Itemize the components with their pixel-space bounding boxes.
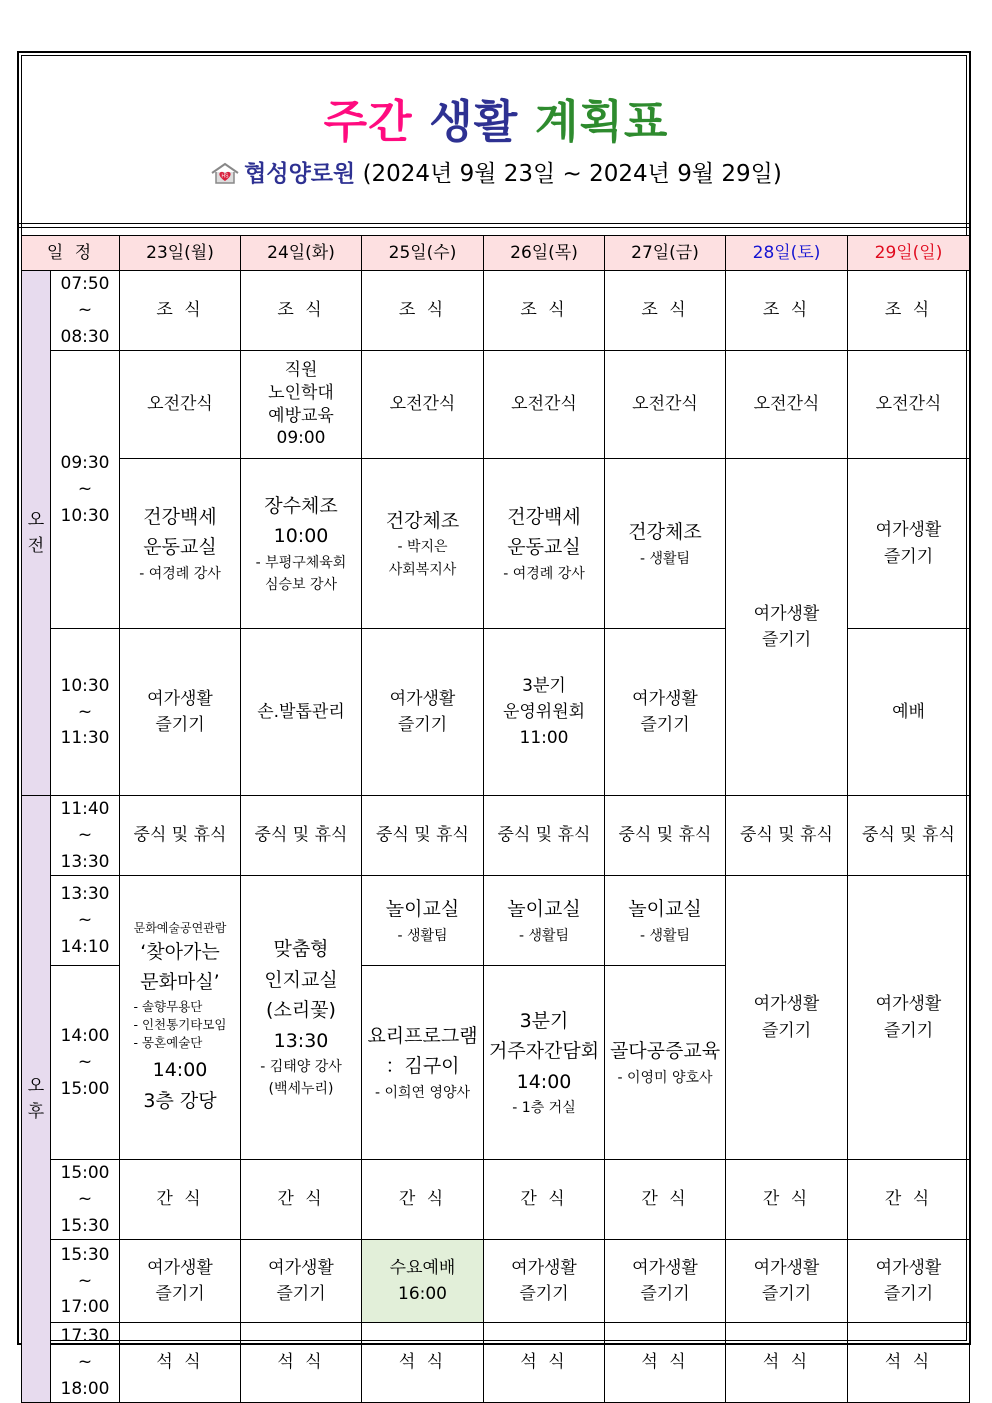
culture-title-2: 문화마실’ — [140, 971, 220, 994]
row-early-afternoon — [22, 876, 970, 966]
period-pm-char-1: 오 — [27, 1075, 45, 1096]
staff-edu-tue — [241, 351, 362, 459]
dinner-mon: 석 식 — [120, 1323, 241, 1403]
am-snack-thu: 오전간식 — [484, 351, 605, 459]
period-am — [22, 271, 51, 796]
play-title: 놀이교실 — [507, 898, 581, 921]
worship-sun: 예배 — [848, 629, 970, 796]
snack-sun: 간 식 — [848, 1160, 970, 1240]
leisure-line-2: 즐기기 — [640, 1284, 690, 1305]
play-thu — [484, 876, 605, 966]
performer-3: - 몽혼예술단 — [133, 1035, 203, 1051]
cognitive-time: 13:30 — [273, 1029, 329, 1052]
edu-line-1: 직원 — [284, 359, 318, 380]
activity-title-2: 운동교실 — [507, 536, 581, 559]
snack-mon: 간 식 — [120, 1160, 241, 1240]
leisure-sun-am — [848, 459, 970, 629]
schedule-label: 일 정 — [22, 236, 120, 271]
time-end: 08:30 — [60, 326, 110, 347]
activity-title-2: 운동교실 — [143, 536, 217, 559]
meeting-line-2: 거주자간담회 — [488, 1040, 600, 1063]
time-slot-7 — [51, 1160, 120, 1240]
leisure-line-2: 즐기기 — [883, 546, 934, 567]
time-tilde: ~ — [77, 1189, 93, 1210]
breakfast-fri: 조 식 — [605, 271, 726, 351]
culture-title-1: ‘찾아가는 — [140, 940, 220, 963]
leisure-tue-pm — [241, 1240, 362, 1323]
lunch-mon: 중식 및 휴식 — [120, 796, 241, 876]
leisure-line-2: 즐기기 — [155, 715, 205, 736]
leisure-wed-late — [362, 629, 484, 796]
time-slot-4 — [51, 796, 120, 876]
culture-place: 3층 강당 — [143, 1089, 217, 1112]
day-tue: 24일(화) — [241, 236, 362, 271]
cognitive-tue — [241, 876, 362, 1160]
date-range: (2024년 9월 23일 ~ 2024년 9월 29일) — [362, 161, 782, 187]
am-snack-wed: 오전간식 — [362, 351, 484, 459]
time-tilde: ~ — [77, 1270, 93, 1291]
leisure-line-2: 즐기기 — [397, 715, 448, 736]
leisure-mon-pm — [120, 1240, 241, 1323]
lunch-tue: 중식 및 휴식 — [241, 796, 362, 876]
breakfast-thu: 조 식 — [484, 271, 605, 351]
committee-line-1: 3분기 — [522, 675, 566, 696]
time-tilde: ~ — [77, 910, 93, 931]
activity-teacher-2: 사회복지사 — [388, 561, 457, 578]
activity-wed — [362, 459, 484, 629]
leisure-fri-pm — [605, 1240, 726, 1323]
period-pm-char-2: 후 — [27, 1102, 45, 1123]
osteo-teacher: - 이영미 양호사 — [617, 1069, 713, 1086]
leisure-mon-late — [120, 629, 241, 796]
time-start: 07:50 — [60, 274, 110, 294]
culture-time: 14:00 — [152, 1059, 208, 1082]
leisure-line-2: 즐기기 — [761, 1284, 812, 1305]
time-slot-8 — [51, 1240, 120, 1323]
time-start: 11:40 — [60, 799, 110, 820]
time-start: 09:30 — [60, 453, 110, 474]
time-end: 17:00 — [60, 1297, 110, 1318]
activity-title: 건강체조 — [628, 521, 702, 544]
row-morning-activity — [22, 459, 970, 629]
row-late-afternoon — [22, 1240, 970, 1323]
committee-line-2: 운영위원회 — [502, 701, 586, 722]
am-snack-mon: 오전간식 — [120, 351, 241, 459]
header-divider — [17, 223, 971, 224]
time-tilde: ~ — [77, 825, 93, 846]
leisure-line-1: 여가생활 — [875, 520, 942, 541]
time-slot-5 — [51, 876, 120, 966]
activity-title: 장수체조 — [264, 494, 338, 517]
meeting-time: 14:00 — [516, 1070, 572, 1093]
snack-thu: 간 식 — [484, 1160, 605, 1240]
day-sat: 28일(토) — [726, 236, 848, 271]
leisure-line-1: 여가생활 — [875, 994, 942, 1015]
period-am-char-2: 전 — [27, 536, 45, 557]
row-dinner — [22, 1323, 970, 1403]
play-team: - 생활팀 — [639, 927, 691, 944]
title-part-2: 생활 — [429, 95, 519, 148]
play-title: 놀이교실 — [628, 898, 702, 921]
leisure-line-1: 여가생활 — [389, 688, 456, 709]
time-slot-3 — [51, 629, 120, 796]
activity-teacher: - 생활팀 — [639, 550, 691, 567]
service-title: 수요예배 — [389, 1257, 456, 1278]
leisure-line-1: 여가생활 — [632, 1257, 698, 1278]
performer-2: - 인천통기타모임 — [133, 1016, 227, 1032]
meeting-thu — [484, 966, 605, 1160]
cognitive-teacher-1: - 김태양 강사 — [260, 1058, 342, 1075]
breakfast-wed: 조 식 — [362, 271, 484, 351]
dinner-sat: 석 식 — [726, 1323, 848, 1403]
service-time: 16:00 — [398, 1284, 447, 1305]
activity-fri — [605, 459, 726, 629]
dinner-wed: 석 식 — [362, 1323, 484, 1403]
time-end: 15:30 — [60, 1215, 110, 1236]
time-slot-6 — [51, 966, 120, 1160]
time-slot-1 — [51, 271, 120, 351]
leisure-line-1: 여가생활 — [268, 1257, 334, 1278]
committee-thu — [484, 629, 605, 796]
wed-service — [362, 1240, 484, 1323]
day-mon: 23일(월) — [120, 236, 241, 271]
lunch-thu: 중식 및 휴식 — [484, 796, 605, 876]
leisure-sat-pm — [726, 876, 848, 1160]
cooking-teacher: - 이희연 영양사 — [374, 1084, 471, 1101]
leisure-sun-late — [848, 1240, 970, 1323]
org-name: 협성양로원 — [244, 161, 356, 187]
dinner-fri: 석 식 — [605, 1323, 726, 1403]
activity-teacher-1: - 부평구체육회 — [255, 554, 347, 571]
snack-tue: 간 식 — [241, 1160, 362, 1240]
lunch-wed: 중식 및 휴식 — [362, 796, 484, 876]
logo-lettering: HS — [221, 173, 229, 180]
edu-time: 09:00 — [276, 428, 326, 449]
lunch-sat: 중식 및 휴식 — [726, 796, 848, 876]
activity-title-1: 건강백세 — [143, 505, 217, 528]
leisure-sun-pm — [848, 876, 970, 1160]
time-tilde: ~ — [77, 479, 93, 500]
activity-teacher-1: - 박지은 — [397, 539, 448, 556]
time-slot-2 — [51, 351, 120, 629]
time-tilde: ~ — [77, 701, 93, 722]
breakfast-mon: 조 식 — [120, 271, 241, 351]
leisure-line-1: 여가생활 — [875, 1257, 942, 1278]
activity-teacher: - 여경례 강사 — [503, 565, 585, 582]
play-wed — [362, 876, 484, 966]
culture-performers — [133, 998, 226, 1052]
culture-mon — [120, 876, 241, 1160]
leisure-line-1: 여가생활 — [753, 603, 820, 624]
time-start: 14:00 — [60, 1026, 110, 1047]
leisure-fri-late — [605, 629, 726, 796]
day-fri: 27일(금) — [605, 236, 726, 271]
header-divider-2 — [17, 227, 971, 228]
schedule-table — [21, 235, 970, 1403]
time-slot-9 — [51, 1323, 120, 1403]
osteo-fri — [605, 966, 726, 1160]
snack-fri: 간 식 — [605, 1160, 726, 1240]
period-am-char-1: 오 — [27, 509, 45, 530]
leisure-line-1: 여가생활 — [632, 688, 698, 709]
breakfast-sat: 조 식 — [726, 271, 848, 351]
leisure-line-1: 여가생활 — [753, 994, 820, 1015]
cognitive-line-2: 인지교실 — [264, 968, 338, 991]
page-subtitle — [0, 158, 992, 190]
leisure-line-1: 여가생활 — [753, 1257, 820, 1278]
leisure-line-2: 즐기기 — [519, 1284, 569, 1305]
time-end: 14:10 — [60, 936, 110, 957]
activity-thu — [484, 459, 605, 629]
activity-title: 건강체조 — [385, 509, 460, 532]
hand-foot-tue: 손.발톱관리 — [241, 629, 362, 796]
period-pm — [22, 796, 51, 1403]
breakfast-sun: 조 식 — [848, 271, 970, 351]
leisure-line-2: 즐기기 — [761, 630, 812, 651]
leisure-line-2: 즐기기 — [883, 1020, 934, 1041]
activity-time: 10:00 — [273, 525, 329, 548]
leisure-line-2: 즐기기 — [640, 715, 690, 736]
time-start: 17:30 — [60, 1326, 110, 1347]
time-end: 18:00 — [60, 1378, 110, 1399]
activity-teacher: - 여경례 강사 — [139, 565, 221, 582]
dinner-tue: 석 식 — [241, 1323, 362, 1403]
lunch-sun: 중식 및 휴식 — [848, 796, 970, 876]
leisure-sat-am — [726, 459, 848, 796]
row-breakfast — [22, 271, 970, 351]
committee-time: 11:00 — [519, 728, 569, 749]
day-sun: 29일(일) — [848, 236, 970, 271]
dinner-thu: 석 식 — [484, 1323, 605, 1403]
leisure-line-1: 여가생활 — [511, 1257, 577, 1278]
cognitive-line-1: 맞춤형 — [273, 938, 329, 961]
osteo-title: 골다공증교육 — [609, 1040, 721, 1063]
activity-tue — [241, 459, 362, 629]
activity-mon — [120, 459, 241, 629]
page-title — [0, 94, 992, 150]
am-snack-sun: 오전간식 — [848, 351, 970, 459]
breakfast-tue: 조 식 — [241, 271, 362, 351]
am-snack-fri: 오전간식 — [605, 351, 726, 459]
cooking-title: 요리프로그램 — [367, 1024, 478, 1047]
leisure-line-1: 여가생활 — [147, 1257, 213, 1278]
time-end: 15:00 — [60, 1078, 110, 1099]
leisure-line-2: 즐기기 — [276, 1284, 326, 1305]
cognitive-line-3: (소리꽃) — [266, 999, 336, 1022]
dinner-sun: 석 식 — [848, 1323, 970, 1403]
edu-line-2: 노인학대 — [268, 382, 334, 403]
activity-teacher-2: 심승보 강사 — [264, 576, 338, 593]
row-pm-snack — [22, 1160, 970, 1240]
meeting-line-1: 3분기 — [519, 1009, 569, 1032]
time-start: 10:30 — [60, 675, 110, 696]
culture-subtitle: 문화예술공연관람 — [133, 920, 227, 935]
play-team: - 생활팀 — [397, 927, 448, 944]
cognitive-teacher-2: (백세누리) — [268, 1081, 334, 1098]
activity-title-1: 건강백세 — [507, 505, 581, 528]
title-part-3: 계획표 — [534, 95, 669, 148]
time-end: 13:30 — [60, 851, 110, 872]
time-end: 10:30 — [60, 505, 110, 526]
performer-1: - 솔향무용단 — [133, 998, 203, 1014]
leisure-line-2: 즐기기 — [155, 1284, 205, 1305]
edu-line-3: 예방교육 — [268, 405, 334, 426]
leisure-sat-late — [726, 1240, 848, 1323]
leisure-line-1: 여가생활 — [147, 688, 213, 709]
cooking-wed — [362, 966, 484, 1160]
lunch-fri: 중식 및 휴식 — [605, 796, 726, 876]
snack-sat: 간 식 — [726, 1160, 848, 1240]
row-am-snack — [22, 351, 970, 459]
play-fri — [605, 876, 726, 966]
play-team: - 생활팀 — [518, 927, 570, 944]
time-tilde: ~ — [77, 1052, 93, 1073]
leisure-line-2: 즐기기 — [761, 1020, 812, 1041]
day-thu: 26일(목) — [484, 236, 605, 271]
play-title: 놀이교실 — [385, 898, 460, 921]
time-tilde: ~ — [77, 300, 93, 321]
leisure-line-2: 즐기기 — [883, 1284, 934, 1305]
meeting-place: - 1층 거실 — [512, 1099, 576, 1116]
cooking-menu: ：김구이 — [385, 1055, 460, 1078]
time-start: 15:00 — [60, 1163, 110, 1184]
time-start: 13:30 — [60, 884, 110, 905]
row-lunch — [22, 796, 970, 876]
am-snack-sat: 오전간식 — [726, 351, 848, 459]
time-tilde: ~ — [77, 1352, 93, 1373]
house-heart-logo — [210, 162, 240, 184]
day-wed: 25일(수) — [362, 236, 484, 271]
snack-wed: 간 식 — [362, 1160, 484, 1240]
title-part-1: 주간 — [323, 95, 413, 148]
time-end: 11:30 — [60, 728, 110, 749]
leisure-thu-pm — [484, 1240, 605, 1323]
time-start: 15:30 — [60, 1244, 110, 1265]
header-row — [22, 236, 970, 271]
